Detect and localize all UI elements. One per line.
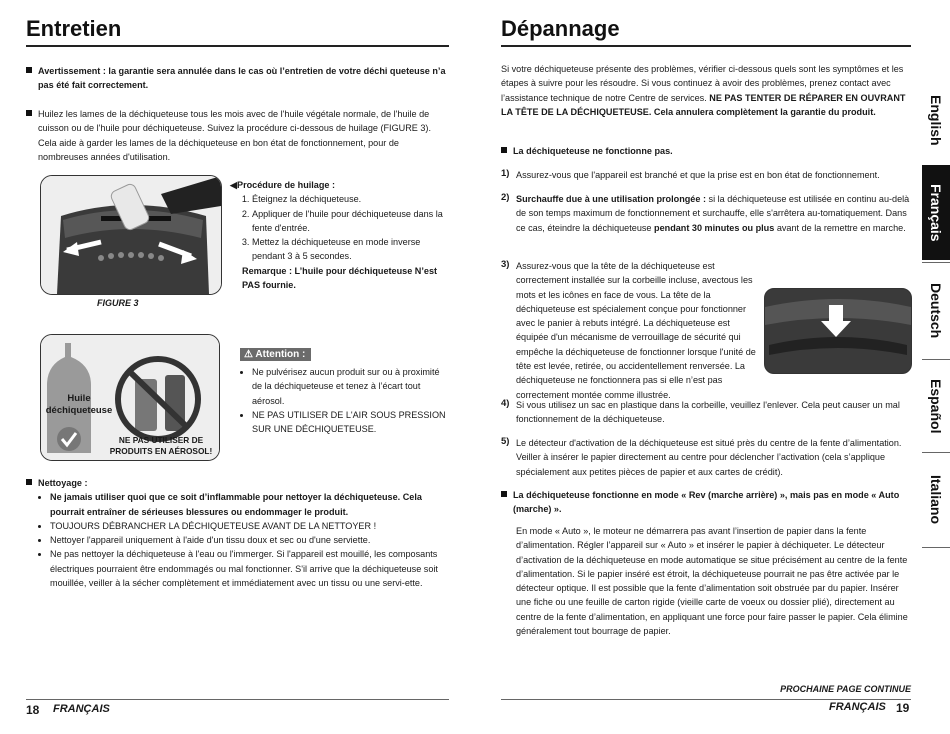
- bullet-icon: [501, 491, 507, 497]
- attention-item: • Ne pulvérisez aucun produit sur ou à proximité de la déchiqueteuse et tenez à l’écart tout aérosol.: [252, 365, 452, 408]
- bullet-icon: [26, 479, 32, 485]
- tab-francais[interactable]: Français: [922, 165, 950, 260]
- oil-label: Huile déchiqueteuse: [45, 393, 113, 416]
- tab-deutsch[interactable]: Deutsch: [922, 262, 950, 359]
- item-bold-lead: Surchauffe due à une utilisation prolongée :: [516, 194, 706, 204]
- oiling-step: 2. Appliquer de l'huile pour déchiqueteuse dans la fente d'entrée.: [252, 207, 450, 236]
- right-page-number: 19: [896, 701, 910, 715]
- section2-heading: [501, 488, 913, 517]
- oiling-step: 1. Éteignez la déchiqueteuse.: [252, 192, 450, 206]
- section1-text: La déchiqueteuse ne fonctionne pas.: [513, 146, 673, 156]
- bullet-icon: [501, 147, 507, 153]
- left-footer-lang: FRANÇAIS: [53, 703, 110, 715]
- warning-text: Avertissement : la garantie sera annulée dans le cas où l’entretien de votre déchi queteuse n’a pas été fait correctement.: [38, 66, 446, 91]
- shredder-head-image: [764, 288, 912, 374]
- right-title-rule: [501, 45, 911, 47]
- intro-normal-text: Si votre déchiqueteuse présente des problèmes, vérifier ci-dessous quels sont les symptômes et les étapes à suivre pour les résoudre. Si vous continuez à avoir des problèmes, prenez contact avec l’assistance technique de notre Centre de services.: [501, 64, 904, 103]
- bullet-icon: [26, 67, 32, 73]
- figure3-caption: FIGURE 3: [97, 298, 139, 308]
- right-footer-rule: [501, 699, 911, 700]
- item-text-end: avant de la remettre en marche.: [776, 222, 906, 233]
- cleaning-item: • Ne jamais utiliser quoi que ce soit d’inflammable pour nettoyer la déchiqueteuse. Cela pourrait entraîner de sérieuses blessures ou endommager le produit.: [50, 490, 450, 519]
- right-footer-lang: FRANÇAIS: [829, 701, 886, 713]
- left-page-title: Entretien: [26, 16, 122, 41]
- tab-english[interactable]: English: [928, 94, 944, 146]
- warning-triangle-icon: ⚠: [244, 349, 253, 360]
- intro-bold-text: NE PAS TENTER DE RÉPARER EN OUVRANT LA TÊTE DE LA DÉCHIQUETEUSE. Cela annulera complètement la garantie du produit.: [501, 92, 906, 117]
- attention-item: • NE PAS UTILISER DE L'AIR SOUS PRESSION SUR UNE DÉCHIQUETEUSE.: [252, 408, 452, 437]
- no-aerosol-image: [40, 334, 220, 461]
- item-number: 1): [501, 168, 510, 179]
- oiling-intro-text: Huilez les lames de la déchiqueteuse tous les mois avec de l'huile végétale normale, de l'huile de cuisson ou de l'huile pour déchiqueteuse. Suivez la procédure ci-dessous de huilage (FIGURE 3). Cela aide à garder les lames de la déchiqueteuse en bon état de fonctionnement, pour de nombreuses années d'utilisation.: [38, 109, 431, 162]
- attention-block: [240, 344, 452, 436]
- bullet-icon: [26, 110, 32, 116]
- tab-espanol[interactable]: Español: [922, 359, 950, 452]
- oiling-heading: Procédure de huilage :: [237, 180, 336, 190]
- item-text: si la déchiqueteuse est utilisée en continu au-delà de son temps maximum de fonctionnement et surchauffe, elle s'arrêtera au-tomatiquement. Dans ce cas, éteindre la déchiqueteuse: [516, 194, 910, 233]
- oiling-procedure: [230, 178, 450, 292]
- warning-block: [26, 64, 448, 93]
- left-footer-rule: [26, 699, 449, 700]
- cleaning-block: [26, 476, 450, 590]
- right-page-title: Dépannage: [501, 16, 620, 41]
- item-number: 2): [501, 192, 510, 203]
- oiling-remark: Remarque : L’huile pour déchiqueteuse N’est PAS fournie.: [242, 265, 438, 291]
- cleaning-item: • Nettoyer l'appareil uniquement à l'aide d'un tissu doux et sec ou d'une serviette.: [50, 533, 450, 547]
- oiling-step: 3. Mettez la déchiqueteuse en mode inverse pendant 3 à 5 secondes.: [252, 235, 450, 264]
- cleaning-heading: Nettoyage :: [38, 478, 88, 488]
- item-text: Assurez-vous que la tête de la déchiqueteuse est correctement installée sur la corbeille incluse, avectous les mots et les icônes en face de vous. La tête de la déchiqueteuse est spécialement conçue pour fonctionner avec le panier à rebuts intégré. La déchiqueteuse est équipée d'un mécanisme de verrouillage de sécurité qui empêche la déchiqueteuse de fonctionner lorsque l'unité de tête est levée, retirée, ou accidentellement renversée. La déchiqueteuse ne fonctionnera pas si elle n’est pas correctement montée comme illustrée.: [516, 261, 756, 400]
- left-title-rule: [26, 45, 449, 47]
- cleaning-item: • Ne pas nettoyer la déchiqueteuse à l'eau ou l'immerger. Si l'appareil est mouillé, les composants électriques pourraient être endommagés ou mal fonctionner. S'il arrive que la déchiqueteuse soit mouillée, veiller à la sécher complètement et immédiatement avec un tissu ou une servi-ette.: [50, 547, 450, 590]
- troubleshooting-intro: [501, 62, 909, 119]
- item-text: Le détecteur d'activation de la déchiqueteuse est situé près du centre de la fente d’alimentation. Veiller à insérer le papier directement au centre pour déclencher l’activation (cela s’applique spécialement aux petites pièces de papier et aux cartes de crédit).: [516, 438, 902, 477]
- tab-italiano[interactable]: Italiano: [922, 452, 950, 548]
- triangle-pointer-icon: ◀: [230, 180, 237, 190]
- section2-body: En mode « Auto », le moteur ne démarrera pas avant l’insertion de papier dans la fente d’alimentation. Régler l’appareil sur « Auto » et insérer le papier à déchiqueter. Le détecteur d’activation de la déchiqueteuse en mode automatique se situe précisément au centre de la fente d’alimentation. Si le papier inséré est étroit, la déchiqueteuse pourrait ne pas être activée par le détecteur optique. Il est possible que la fente d’alimentation soit obstruée par du papier. Insérer une fiche ou une feuille de carton rigide (vieille carte de voeux ou dossier plié), directement au centre de la fente d’alimentation, en appliquant une force pour faire passer le papier. Cela élimine généralement tout bourrage de papier.: [516, 526, 908, 637]
- section1-heading: [501, 144, 911, 158]
- continue-note: PROCHAINE PAGE CONTINUE: [780, 684, 911, 694]
- item-bold-tail: pendant 30 minutes ou plus: [654, 222, 775, 233]
- item-number: 3): [501, 259, 510, 270]
- item-number: 4): [501, 398, 510, 409]
- no-aerosol-label: NE PAS UTILISER DE PRODUITS EN AÉROSOL!: [109, 435, 213, 456]
- intro-block: [26, 107, 450, 164]
- figure3-image: [40, 175, 222, 295]
- cleaning-item: • TOUJOURS DÉBRANCHER LA DÉCHIQUETEUSE AVANT DE LA NETTOYER !: [50, 519, 450, 533]
- section2-text: La déchiqueteuse fonctionne en mode « Rev (marche arrière) », mais pas en mode « Auto (marche) ».: [513, 490, 900, 515]
- left-page-number: 18: [26, 703, 40, 717]
- item-number: 5): [501, 436, 510, 447]
- item-text: Assurez-vous que l'appareil est branché et que la prise est en bon état de fonctionnement.: [516, 170, 880, 180]
- item-text: Si vous utilisez un sac en plastique dans la corbeille, veuillez l'enlever. Cela peut causer un mal fonctionnement de la déchiqueteuse.: [516, 400, 900, 425]
- attention-badge: ⚠ Attention :: [240, 348, 311, 361]
